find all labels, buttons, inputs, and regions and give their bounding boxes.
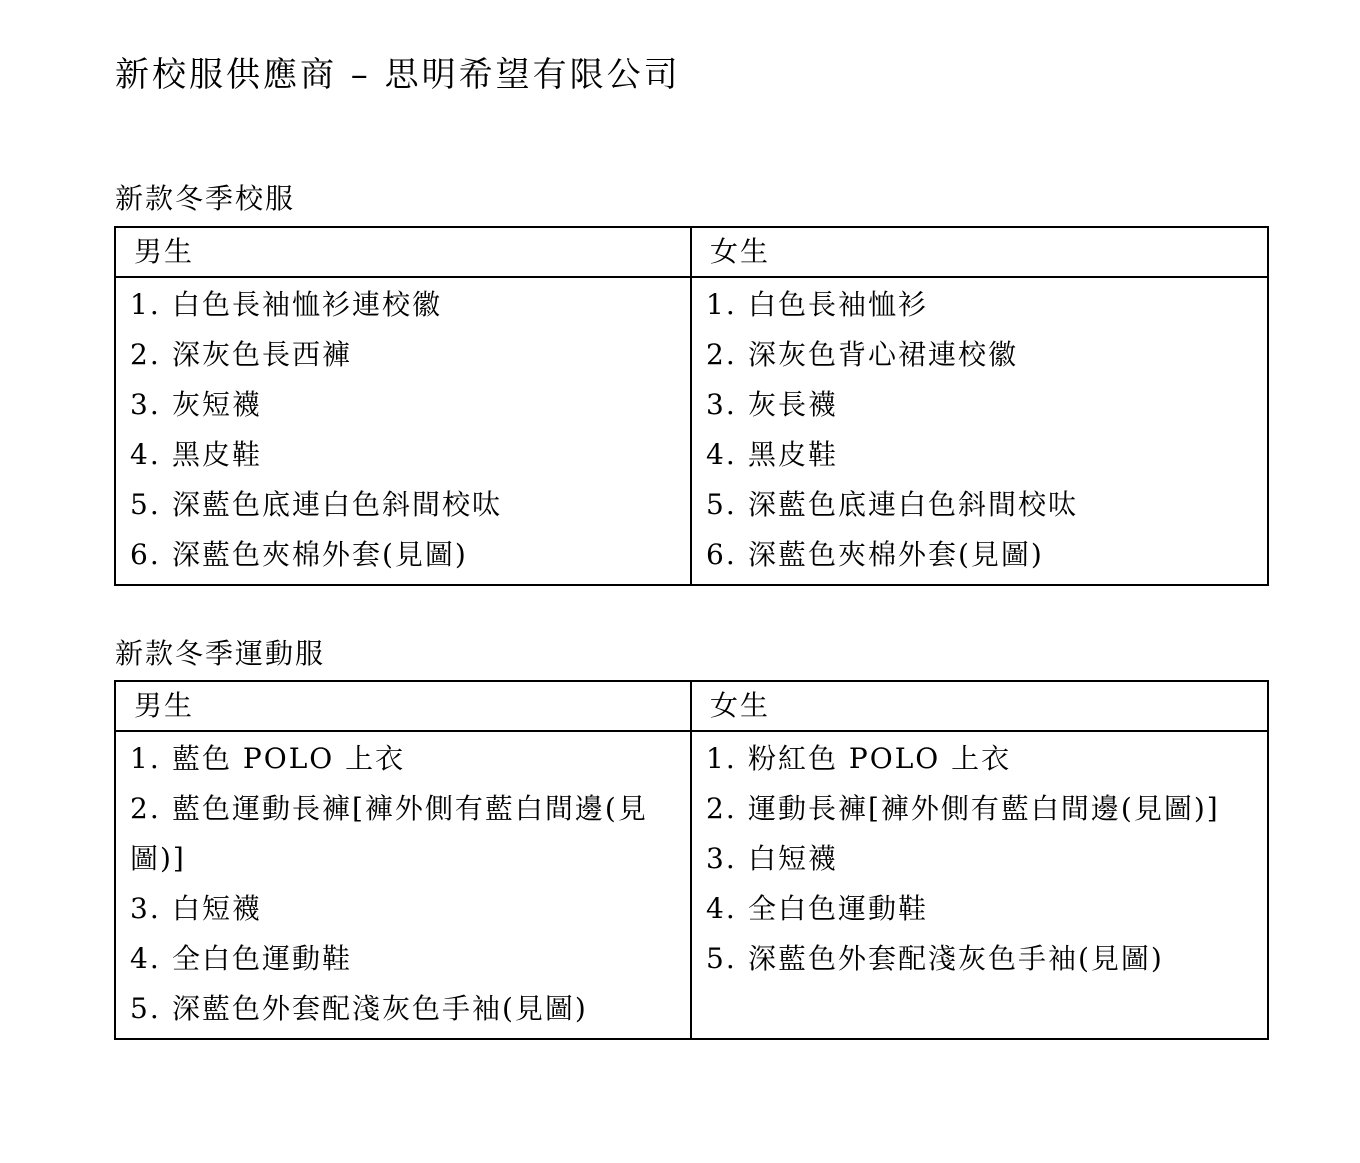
item-number: 4. [706,892,737,925]
item-number: 2. [130,792,161,825]
girls-item-list [706,734,1257,984]
item-number: 5. [706,488,737,521]
item-text: 深灰色長西褲 [172,338,353,371]
list-item [130,884,680,934]
item-number: 3. [706,842,737,875]
item-text: 灰短襪 [172,388,263,421]
item-text: 深藍色夾棉外套(見圖) [748,538,1044,571]
item-text: 藍色運動長褲[褲外側有藍白間邊(見圖)] [130,792,648,875]
list-item [706,734,1257,784]
item-number: 6. [130,538,161,571]
header-girls: 女生 [691,681,1268,731]
winter-uniform-table [114,226,1269,586]
item-text: 白色長袖恤衫 [748,288,929,321]
list-item [706,380,1257,430]
item-number: 4. [130,438,161,471]
header-boys: 男生 [115,681,691,731]
list-item [706,430,1257,480]
item-number: 2. [706,338,737,371]
header-girls: 女生 [691,227,1268,277]
list-item [130,784,680,884]
list-item [706,784,1257,834]
section-title-winter-sportswear: 新款冬季運動服 [115,637,326,670]
item-text: 白短襪 [748,842,839,875]
header-boys: 男生 [115,227,691,277]
boys-item-list [130,734,680,1034]
item-number: 2. [130,338,161,371]
item-number: 4. [130,942,161,975]
item-number: 2. [706,792,737,825]
list-item [706,834,1257,884]
item-text: 粉紅色 POLO 上衣 [748,742,1012,775]
list-item [130,430,680,480]
item-text: 藍色 POLO 上衣 [172,742,406,775]
item-number: 5. [130,992,161,1025]
item-number: 3. [130,892,161,925]
list-item [130,330,680,380]
table-row [115,731,1268,1039]
item-text: 深藍色外套配淺灰色手袖(見圖) [748,942,1164,975]
item-text: 全白色運動鞋 [748,892,929,925]
item-text: 深藍色外套配淺灰色手袖(見圖) [172,992,588,1025]
boys-item-list [130,280,680,580]
item-text: 白色長袖恤衫連校徽 [172,288,443,321]
boys-items-cell [115,277,691,585]
boys-items-cell [115,731,691,1039]
item-number: 5. [706,942,737,975]
item-number: 1. [706,288,737,321]
list-item [706,934,1257,984]
list-item [706,884,1257,934]
item-number: 6. [706,538,737,571]
list-item [130,984,680,1034]
item-text: 全白色運動鞋 [172,942,353,975]
list-item [706,530,1257,580]
item-number: 1. [130,742,161,775]
list-item [706,480,1257,530]
item-number: 5. [130,488,161,521]
table-header-row [115,681,1268,731]
item-number: 1. [130,288,161,321]
list-item [706,330,1257,380]
list-item [130,934,680,984]
list-item [706,280,1257,330]
winter-sportswear-table [114,680,1269,1040]
list-item [130,734,680,784]
item-text: 深藍色底連白色斜間校呔 [172,488,503,521]
item-number: 1. [706,742,737,775]
girls-items-cell [691,731,1268,1039]
item-number: 3. [130,388,161,421]
item-text: 灰長襪 [748,388,839,421]
table-row [115,277,1268,585]
item-text: 白短襪 [172,892,263,925]
item-text: 黑皮鞋 [748,438,839,471]
item-text: 黑皮鞋 [172,438,263,471]
list-item [130,480,680,530]
list-item [130,380,680,430]
item-number: 3. [706,388,737,421]
item-text: 深藍色底連白色斜間校呔 [748,488,1079,521]
girls-item-list [706,280,1257,580]
section-title-winter-uniform: 新款冬季校服 [115,182,296,215]
list-item [130,530,680,580]
item-number: 4. [706,438,737,471]
page-title: 新校服供應商 – 思明希望有限公司 [115,55,681,95]
item-text: 運動長褲[褲外側有藍白間邊(見圖)] [748,792,1220,825]
item-text: 深藍色夾棉外套(見圖) [172,538,468,571]
list-item [130,280,680,330]
table-header-row [115,227,1268,277]
girls-items-cell [691,277,1268,585]
item-text: 深灰色背心裙連校徽 [748,338,1019,371]
